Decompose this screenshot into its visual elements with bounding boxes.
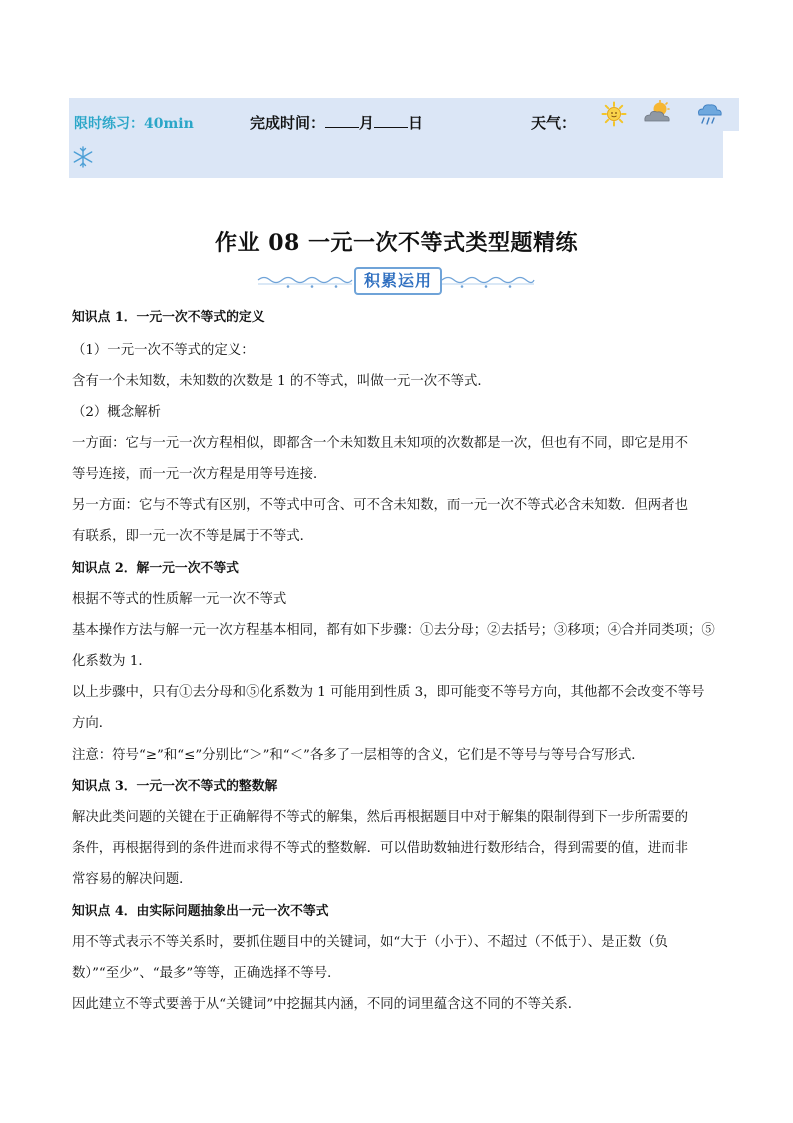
section-heading: 知识点 4．由实际问题抽象出一元一次不等式 xyxy=(72,904,329,919)
paragraph-line: 方向． xyxy=(72,716,113,731)
paragraph-line: 另一方面：它与不等式有区别，不等式中可含、可不含未知数，而一元一次不等式必含未知数．但两者也 xyxy=(72,498,688,513)
paragraph-line: 解决此类问题的关键在于正确解得不等式的解集，然后再根据题目中对于解集的限制得到下一步所需要的 xyxy=(72,810,688,825)
paragraph-line: 等号连接，而一元一次方程是用等号连接． xyxy=(72,467,327,482)
finish-time-label: 完成时间： xyxy=(250,114,326,132)
paragraph-line: 根据不等式的性质解一元一次不等式 xyxy=(72,592,287,607)
paragraph-line: 数）”“至少”、“最多”等等，正确选择不等号． xyxy=(72,966,341,981)
banner-label: 积累运用 xyxy=(354,267,442,295)
weather-label: 天气： xyxy=(531,114,577,132)
paragraph-line: 有联系，即一元一次不等是属于不等式． xyxy=(72,529,314,544)
page-title: 作业 08 一元一次不等式类型题精练 xyxy=(215,230,578,256)
paragraph-line: 注意：符号“≥”和“≤”分别比“＞”和“＜”各多了一层相等的含义，它们是不等号与等号合写形式． xyxy=(72,748,645,763)
paragraph-line: 含有一个未知数，未知数的次数是 1 的不等式，叫做一元一次不等式． xyxy=(72,374,491,389)
section-heading: 知识点 2．解一元一次不等式 xyxy=(72,561,239,576)
paragraph-line: 一方面：它与一元一次方程相似，即都含一个未知数且未知项的次数都是一次，但也有不同，即它是用不 xyxy=(72,436,688,451)
time-limit-label: 限时练习：40min xyxy=(74,116,194,132)
header-tab xyxy=(723,98,739,131)
paragraph-line: 用不等式表示不等关系时，要抓住题目中的关键词，如“大于（小于）、不超过（不低于）、是正数（负 xyxy=(72,935,669,950)
paragraph-line: （2）概念解析 xyxy=(72,405,161,420)
paragraph-line: 化系数为 1． xyxy=(72,654,152,669)
day-blank xyxy=(374,113,408,128)
paragraph-line: 常容易的解决问题． xyxy=(72,872,193,887)
sun-icon xyxy=(601,101,627,127)
section-heading: 知识点 1．一元一次不等式的定义 xyxy=(72,310,265,325)
rain-cloud-icon xyxy=(695,101,723,129)
paragraph-line: 基本操作方法与解一元一次方程基本相同，都有如下步骤：①去分母；②去括号；③移项；④合并同类项；⑤ xyxy=(72,623,715,638)
day-label: 日 xyxy=(408,114,424,132)
section-heading: 知识点 3．一元一次不等式的整数解 xyxy=(72,779,278,794)
month-blank xyxy=(325,113,359,128)
finish-time-field xyxy=(250,112,423,133)
partly-cloudy-icon xyxy=(641,100,675,126)
month-label: 月 xyxy=(359,114,375,132)
paragraph-line: 因此建立不等式要善于从“关键词”中挖掘其内涵，不同的词里蕴含这不同的不等关系． xyxy=(72,997,582,1012)
paragraph-line: （1）一元一次不等式的定义： xyxy=(72,343,255,358)
paragraph-line: 条件，再根据得到的条件进而求得不等式的整数解．可以借助数轴进行数形结合，得到需要的值，进而非 xyxy=(72,841,688,856)
paragraph-line: 以上步骤中，只有①去分母和⑤化系数为 1 可能用到性质 3，即可能变不等号方向，其他都不会改变不等号 xyxy=(72,685,705,700)
snowflake-icon xyxy=(72,146,94,168)
